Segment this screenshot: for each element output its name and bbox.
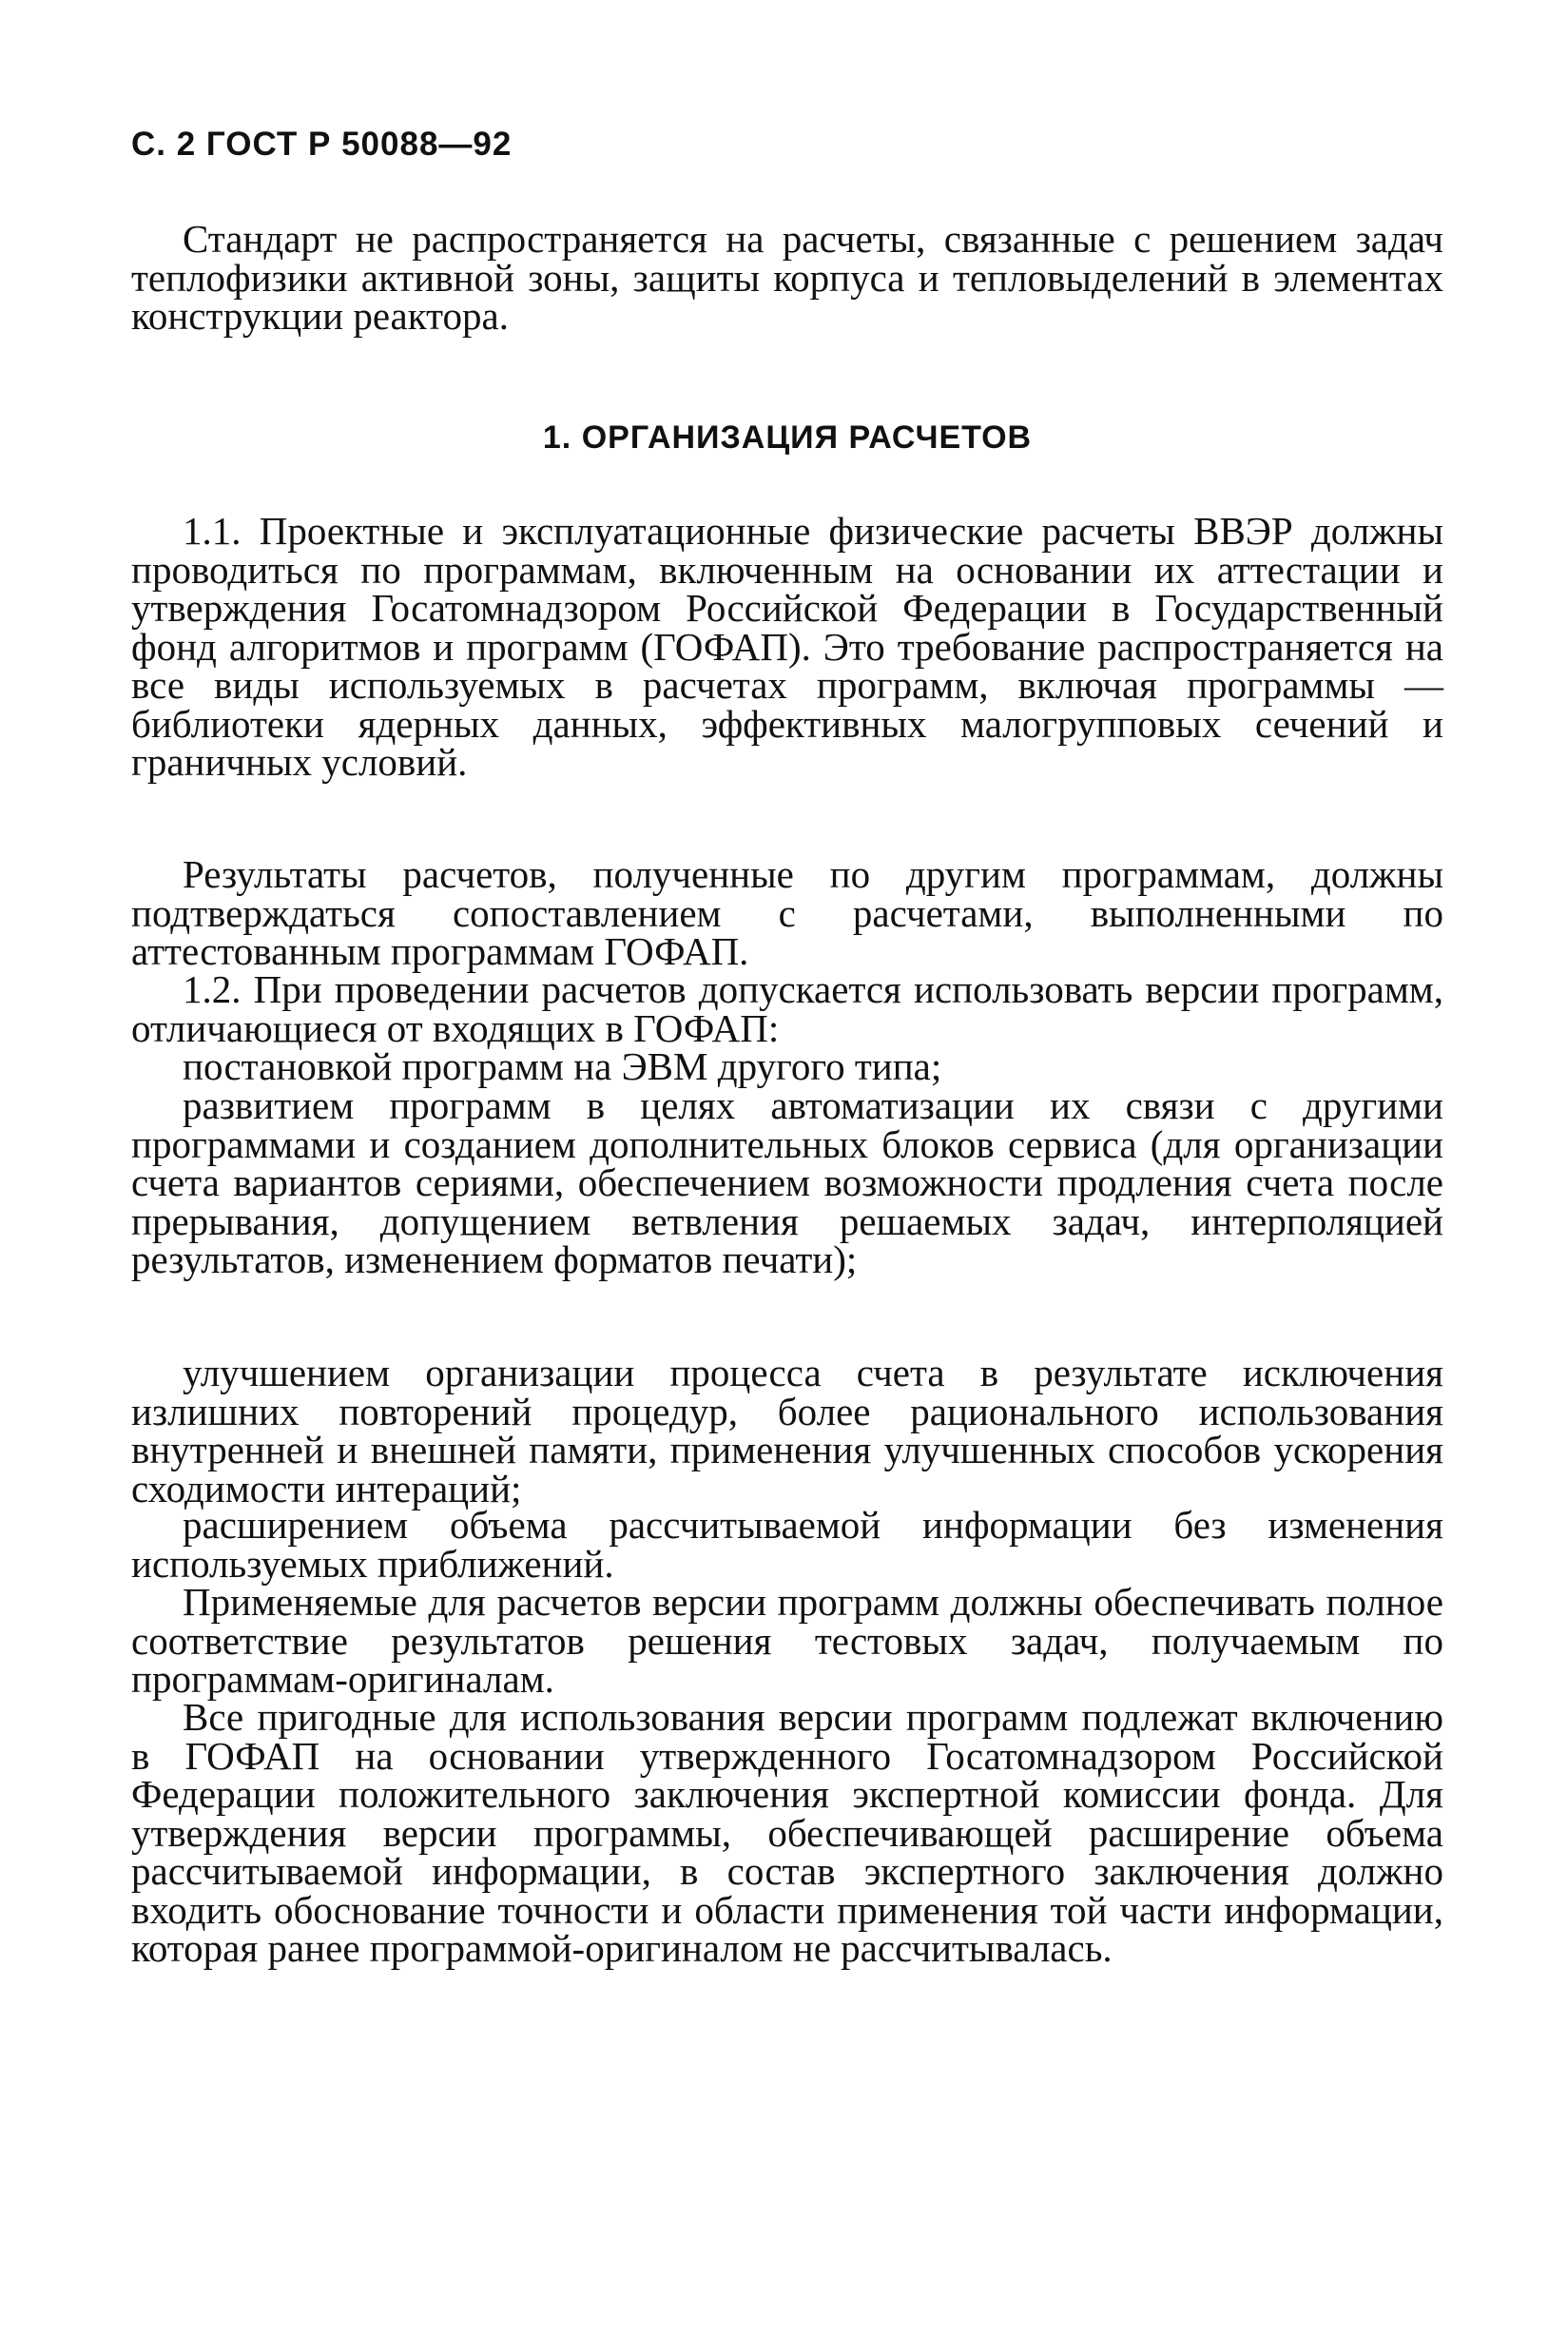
- page-header: С. 2 ГОСТ Р 50088—92: [131, 126, 513, 163]
- paragraph-1-2-item-d: расширением объема рассчитываемой информации без изменения используемых приближений.: [131, 1503, 1443, 1586]
- paragraph-1-2: 1.2. При проведении расчетов допускается использовать версии программ, отличающиеся от входящих в ГОФАП:: [131, 967, 1443, 1050]
- paragraph-1-1: 1.1. Проектные и эксплуатационные физические расчеты ВВЭР должны проводиться по программам, включенным на основании их аттестации и утверждения Госатомнадзором Российской Федерации в Государственный фонд алгоритмов и программ (ГОФАП). Это требование распространяется на все виды используемых в расчетах программ, включая программы — библиотеки ядерных данных, эффективных малогрупповых сечений и граничных условий.: [131, 509, 1443, 784]
- paragraph-1-2-item-a: постановкой программ на ЭВМ другого типа;: [183, 1044, 942, 1088]
- paragraph-1-2-final: Все пригодные для использования версии программ подлежат включению в ГОФАП на основании утвержденного Госатомнадзором Российской Федерации положительного заключения экспертной комиссии фонда. Для утверждения версии программы, обеспечивающей расширение объема рассчитываемой информации, в состав экспертного заключения должно входить обоснование точности и области применения той части информации, которая ранее программой-оригиналом не рассчитывалась.: [131, 1695, 1443, 1970]
- paragraph-1-1-results: Результаты расчетов, полученные по другим программам, должны подтверждаться сопоставлением с расчетами, выполненными по аттестованным программам ГОФАП.: [131, 852, 1443, 973]
- paragraph-1-2-item-c: улучшением организации процесса счета в результате исключения излишних повторений процедур, более рационального использования внутренней и внешней памяти, применения улучшенных способов ускорения сходимости интераций;: [131, 1351, 1443, 1510]
- section-title: 1. ОРГАНИЗАЦИЯ РАСЧЕТОВ: [542, 419, 1033, 456]
- paragraph-1-2-applied: Применяемые для расчетов версии программ должны обеспечивать полное соответствие результатов решения тестовых задач, получаемым по программам-оригиналам.: [131, 1580, 1443, 1701]
- paragraph-1-2-item-b: развитием программ в целях автоматизации их связи с другими программами и созданием дополнительных блоков сервиса (для организации счета вариантов сериями, обеспечением возможности продления счета после прерывания, допущением ветвления решаемых задач, интерполяцией результатов, изменением форматов печати);: [131, 1083, 1443, 1281]
- intro-paragraph: Стандарт не распространяется на расчеты, связанные с решением задач теплофизики активной зоны, защиты корпуса и тепловыделений в элементах конструкции реактора.: [131, 217, 1443, 338]
